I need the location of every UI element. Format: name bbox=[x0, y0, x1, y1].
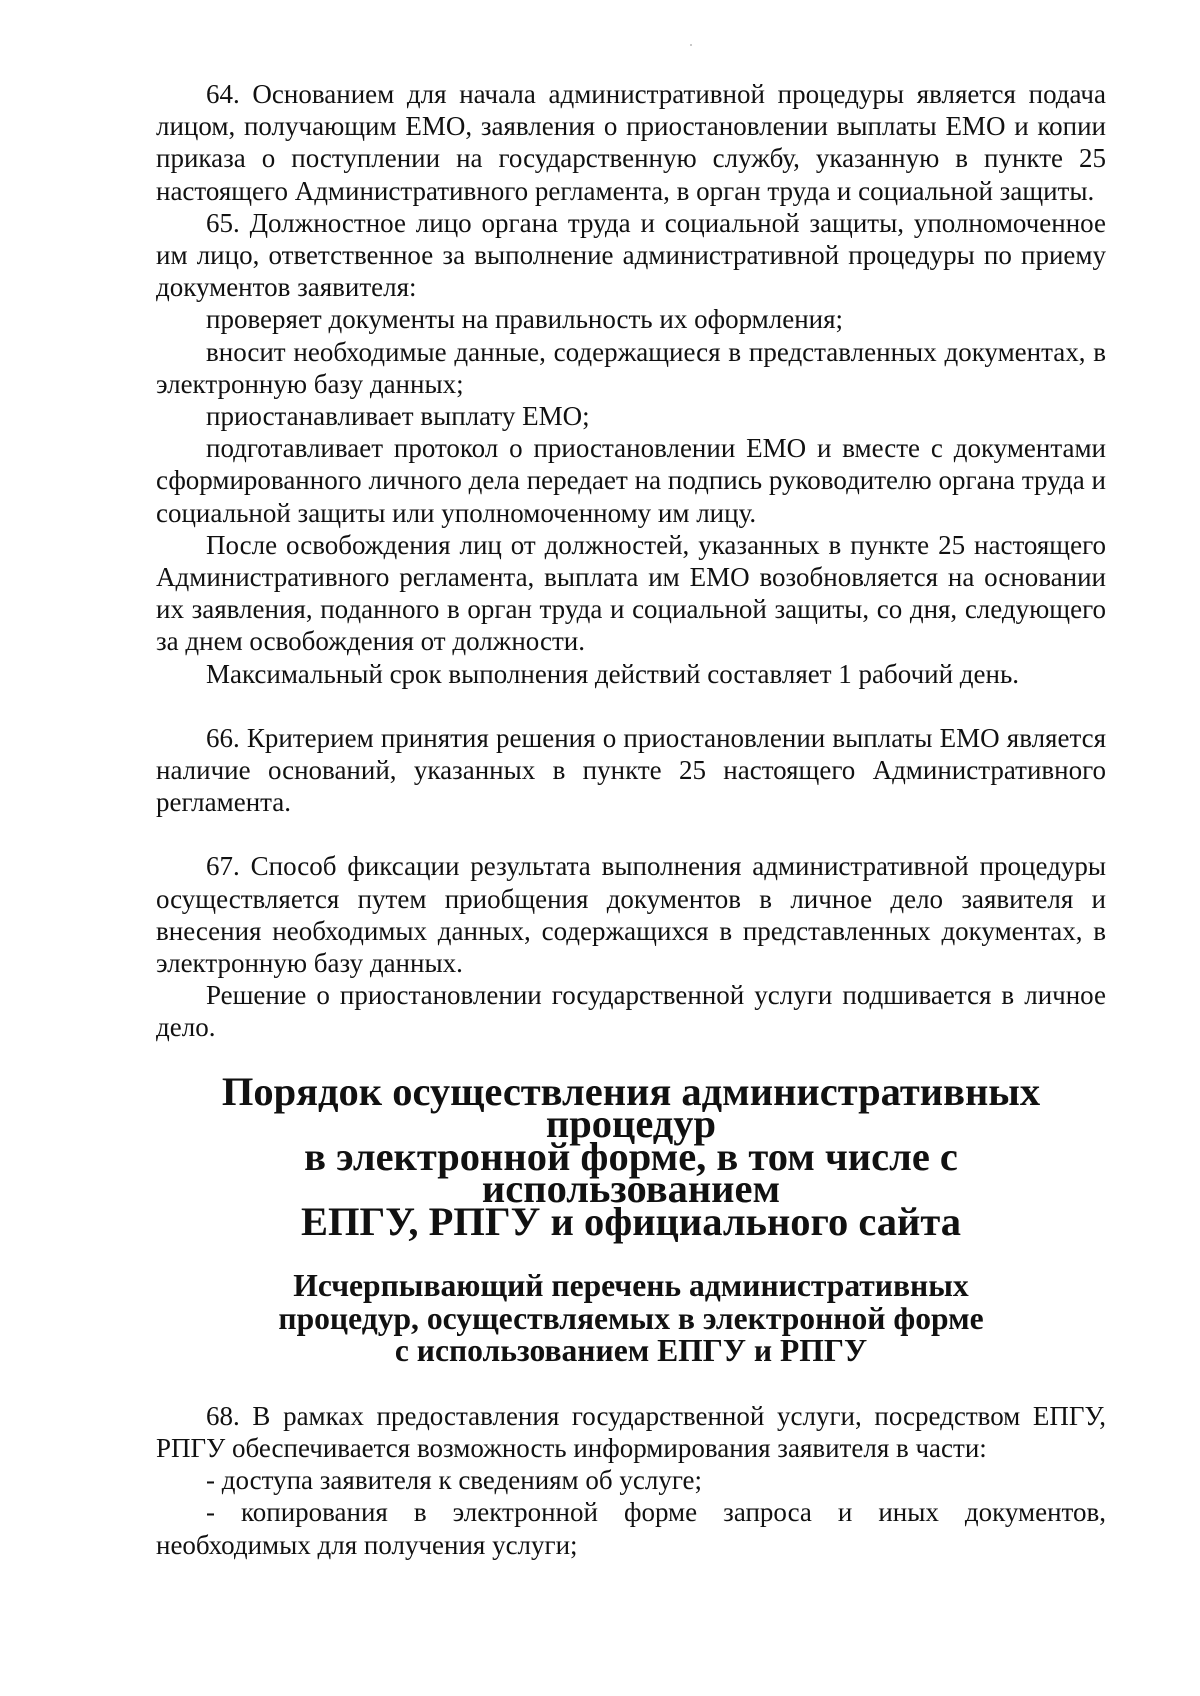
paragraph-decision-filed: Решение о приостановлении государственной услуги подшивается в личное дело. bbox=[156, 980, 1106, 1043]
list-item-check-documents: проверяет документы на правильность их оформления; bbox=[206, 304, 844, 335]
scan-artifact-dot bbox=[690, 44, 692, 46]
paragraph-67: 67. Способ фиксации результата выполнения административной процедуры осуществляется путем приобщения документов в личное дело заявителя и внесения необходимых данных, содержащихся в представленных документах, в электронную базу данных. bbox=[156, 851, 1106, 979]
list-item-service-info-access: - доступа заявителя к сведениям об услуге; bbox=[206, 1465, 703, 1496]
document-body bbox=[156, 78, 1106, 1561]
paragraph-max-term: Максимальный срок выполнения действий составляет 1 рабочий день. bbox=[206, 658, 1020, 689]
list-item-enter-data: вносит необходимые данные, содержащиеся в представленных документах, в электронную базу данных; bbox=[156, 336, 1106, 399]
heading-line: с использованием ЕПГУ и РПГУ bbox=[394, 1333, 868, 1369]
paragraph-resumption: После освобождения лиц от должностей, указанных в пункте 25 настоящего Административного регламента, выплата им ЕМО возобновляется на основании их заявления, поданного в орган труда и социальной защиты, со дня, следующего за днем освобождения от должности. bbox=[156, 529, 1106, 657]
section-heading-procedure-list bbox=[156, 1270, 1106, 1368]
list-item-prepare-protocol: подготавливает протокол о приостановлении ЕМО и вместе с документами сформированного личного дела передает на подпись руководителю органа труда и социальной защиты или уполномоченному им лицу. bbox=[156, 433, 1106, 528]
paragraph-68: 68. В рамках предоставления государственной услуги, посредством ЕПГУ, РПГУ обеспечивается возможность информирования заявителя в части: bbox=[156, 1400, 1106, 1463]
heading-line: Порядок осуществления административных процедур bbox=[221, 1068, 1041, 1147]
section-heading-electronic-procedures bbox=[156, 1068, 1106, 1244]
list-item-suspend-payment: приостанавливает выплату ЕМО; bbox=[206, 401, 590, 432]
paragraph-spacer bbox=[156, 690, 1106, 722]
paragraph-64: 64. Основанием для начала административной процедуры является подача лицом, получающим ЕМО, заявления о приостановлении выплаты ЕМО и копии приказа о поступлении на государственную службу, указанную в пункте 25 настоящего Административного регламента, в орган труда и социальной защиты. bbox=[156, 79, 1106, 206]
paragraph-spacer bbox=[156, 818, 1106, 850]
heading-line: ЕПГУ, РПГУ и официального сайта bbox=[300, 1198, 962, 1244]
list-item-copy-request: - копирования в электронной форме запроса и иных документов, необходимых для получения услуги; bbox=[156, 1497, 1106, 1560]
section-spacer bbox=[156, 1368, 1106, 1400]
heading-line: в электронной форме, в том числе с использованием bbox=[304, 1133, 958, 1212]
heading-line: Исчерпывающий перечень административных bbox=[293, 1268, 969, 1304]
heading-line: процедур, осуществляемых в электронной форме bbox=[278, 1300, 984, 1336]
paragraph-65: 65. Должностное лицо органа труда и социальной защиты, уполномоченное им лицо, ответственное за выполнение административной процедуры по приему документов заявителя: bbox=[156, 207, 1106, 303]
paragraph-66: 66. Критерием принятия решения о приостановлении выплаты ЕМО является наличие оснований, указанных в пункте 25 настоящего Административного регламента. bbox=[156, 722, 1106, 818]
